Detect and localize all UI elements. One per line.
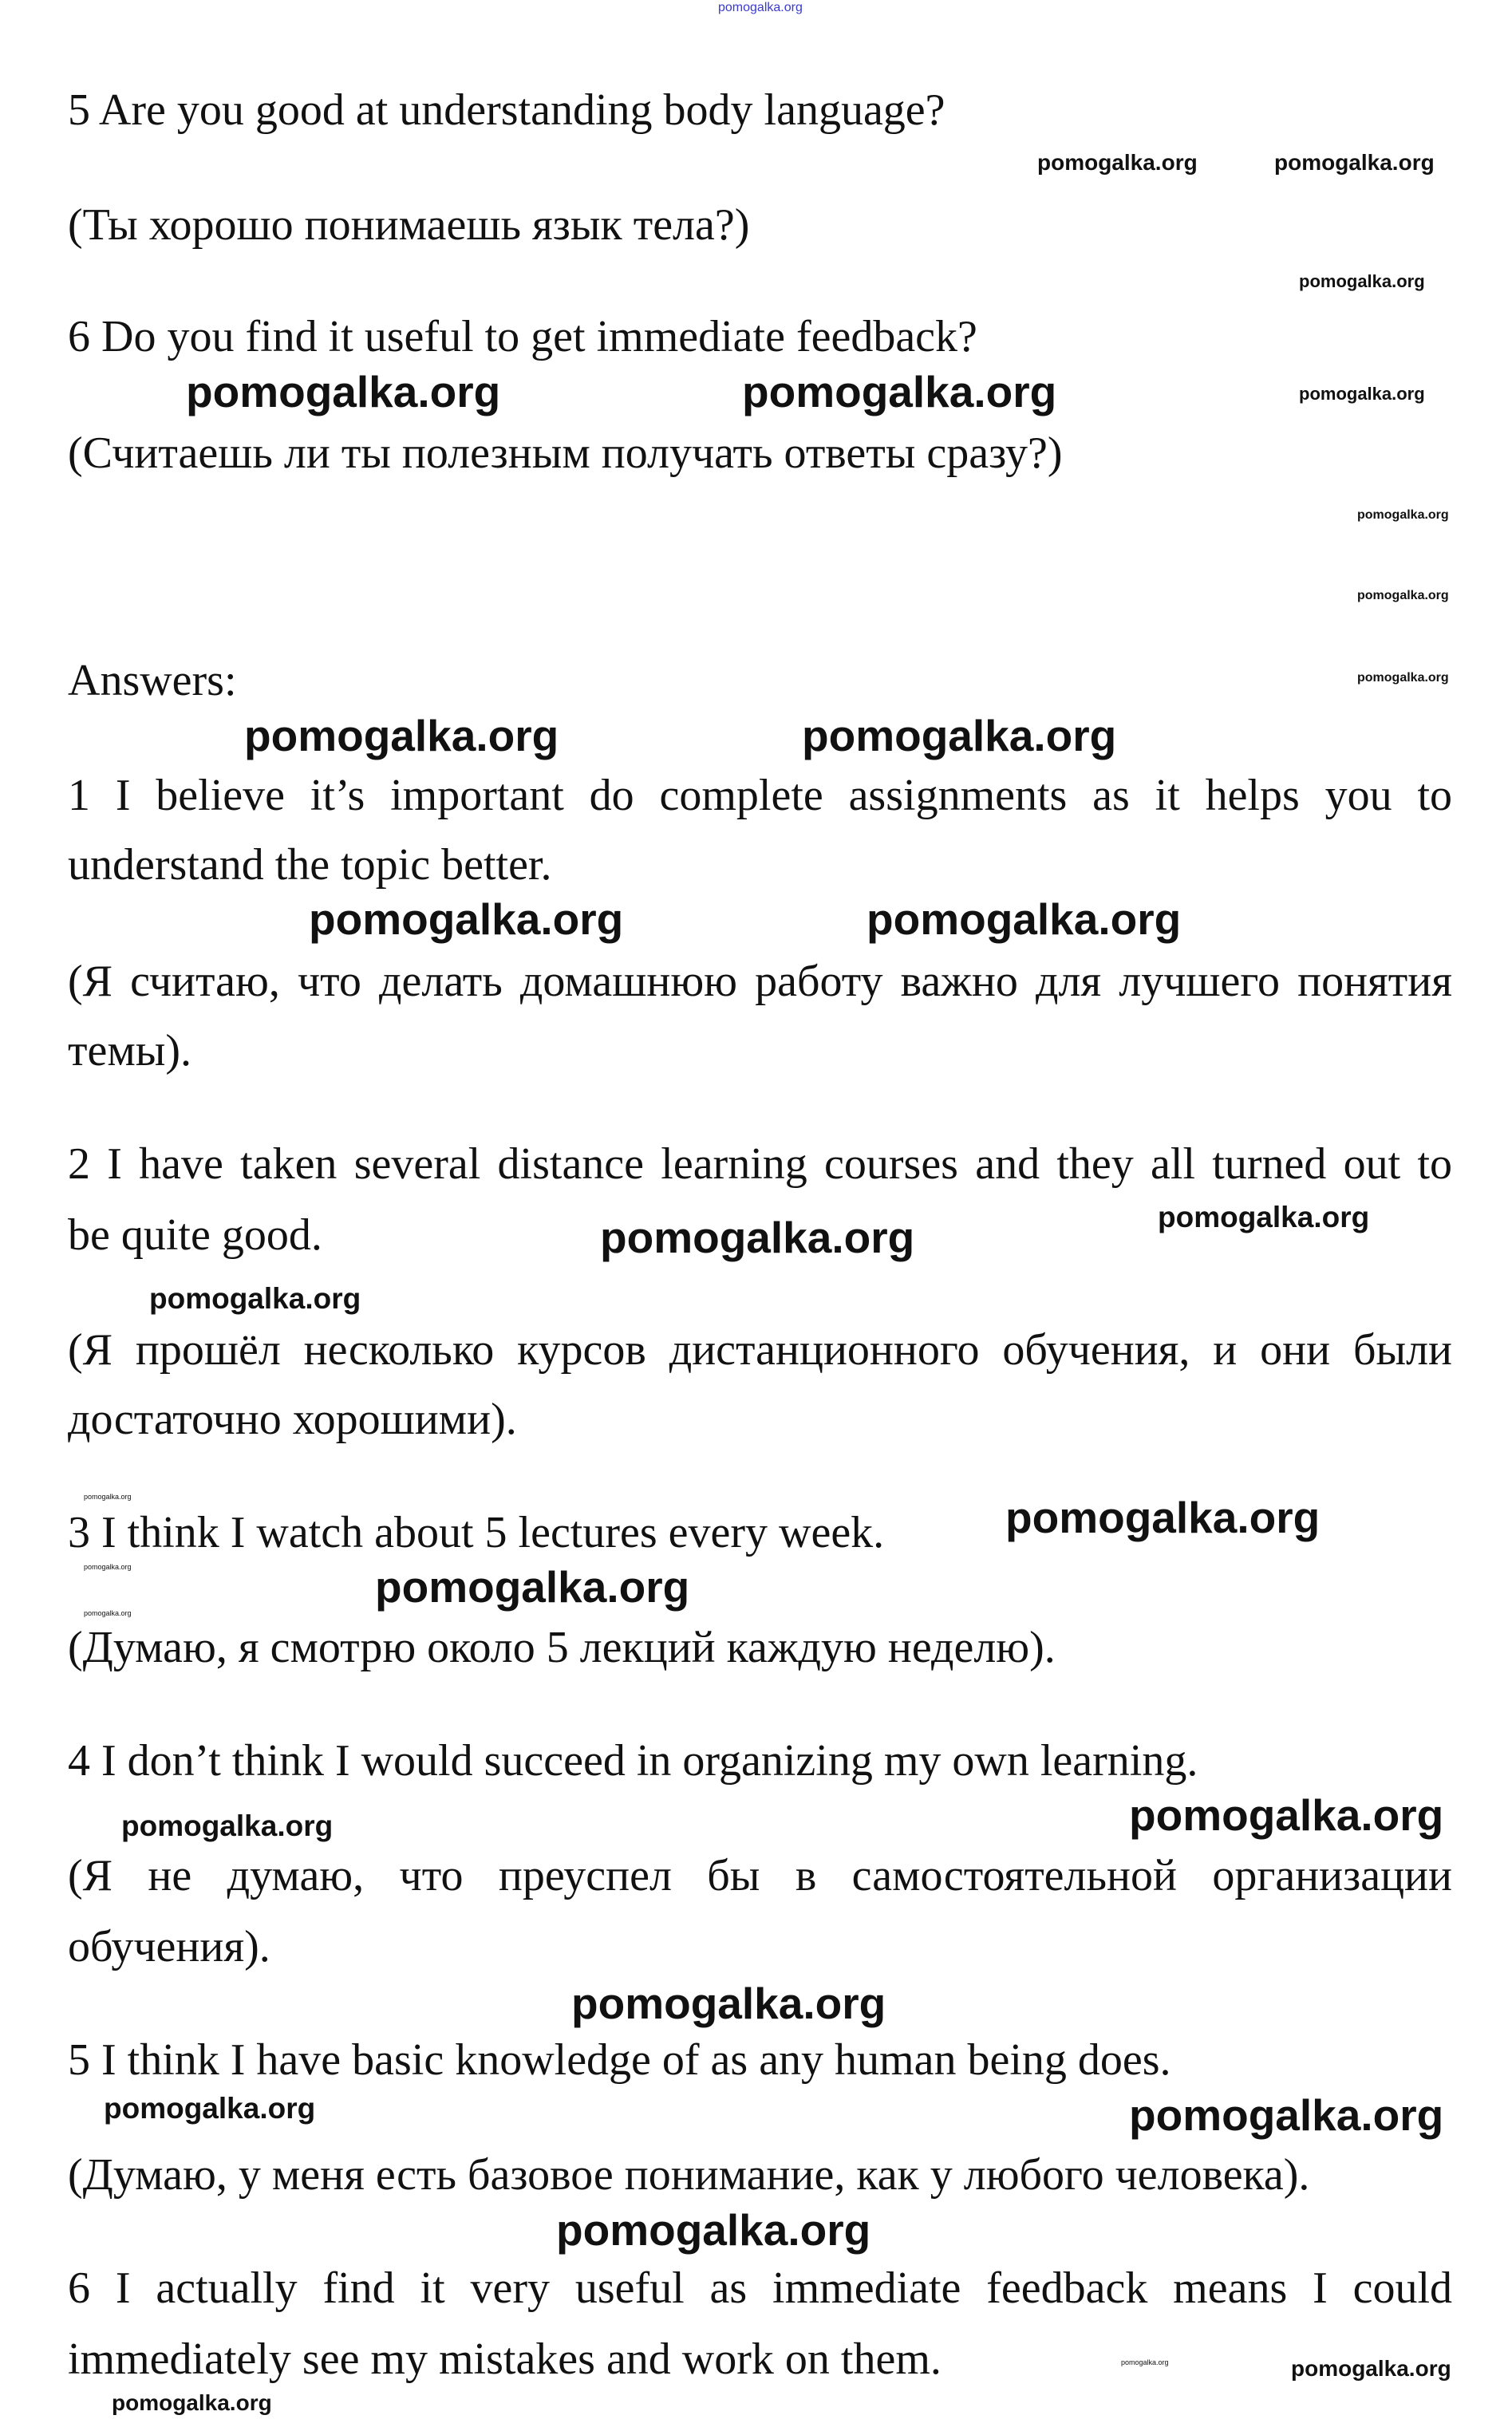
- answer-4-translation-line-2: обучения).: [68, 1922, 270, 1971]
- answers-heading: Answers:: [68, 656, 237, 705]
- answer-2-line-2: be quite good.: [68, 1210, 322, 1260]
- watermark: pomogalka.org: [1005, 1493, 1321, 1542]
- answer-1-translation-line-1: (Я считаю, что делать домашнюю работу важно для лучшего понятия: [68, 957, 1452, 1006]
- answer-2-translation-line-2: достаточно хорошими).: [68, 1395, 517, 1444]
- watermark: pomogalka.org: [1299, 271, 1425, 291]
- watermark: pomogalka.org: [84, 1493, 132, 1501]
- watermark: pomogalka.org: [121, 1809, 334, 1842]
- answer-5: 5 I think I have basic knowledge of as any human being does.: [68, 2035, 1171, 2085]
- watermark: pomogalka.org: [375, 1562, 690, 1612]
- answer-2-translation-line-1: (Я прошёл несколько курсов дистанционного обучения, и они были: [68, 1325, 1452, 1375]
- watermark: pomogalka.org: [84, 1609, 132, 1617]
- answer-3: 3 I think I watch about 5 lectures every week.: [68, 1508, 885, 1557]
- watermark: pomogalka.org: [867, 894, 1182, 944]
- watermark: pomogalka.org: [309, 894, 624, 944]
- watermark: pomogalka.org: [149, 1282, 361, 1315]
- question-6-translation: (Считаешь ли ты полезным получать ответы сразу?): [68, 428, 1063, 478]
- answer-6-line-1: 6 I actually find it very useful as immediate feedback means I could: [68, 2263, 1452, 2313]
- watermark: pomogalka.org: [1274, 150, 1435, 175]
- watermark: pomogalka.org: [1129, 2090, 1444, 2140]
- answer-6-line-2: immediately see my mistakes and work on them.: [68, 2334, 942, 2384]
- question-6: 6 Do you find it useful to get immediate feedback?: [68, 312, 977, 361]
- answer-4: 4 I don’t think I would succeed in organizing my own learning.: [68, 1736, 1198, 1786]
- answer-5-translation: (Думаю, у меня есть базовое понимание, как у любого человека).: [68, 2150, 1310, 2200]
- watermark: pomogalka.org: [1129, 1790, 1444, 1840]
- answer-1-line-2: understand the topic better.: [68, 840, 552, 890]
- watermark: pomogalka.org: [802, 711, 1117, 760]
- answer-1-line-1: 1 I believe it’s important do complete assignments as it helps you to: [68, 771, 1452, 820]
- watermark: pomogalka.org: [112, 2390, 272, 2415]
- watermark: pomogalka.org: [1121, 2358, 1169, 2366]
- watermark: pomogalka.org: [600, 1213, 915, 1262]
- answer-1-translation-line-2: темы).: [68, 1026, 192, 1075]
- question-5-translation: (Ты хорошо понимаешь язык тела?): [68, 200, 750, 250]
- watermark: pomogalka.org: [1299, 384, 1425, 404]
- watermark: pomogalka.org: [244, 711, 559, 760]
- answer-3-translation: (Думаю, я смотрю около 5 лекций каждую неделю).: [68, 1623, 1056, 1672]
- question-5: 5 Are you good at understanding body language?: [68, 85, 945, 135]
- watermark: pomogalka.org: [1037, 150, 1198, 175]
- answer-2-line-1: 2 I have taken several distance learning courses and they all turned out to: [68, 1139, 1452, 1189]
- watermark: pomogalka.org: [186, 367, 501, 416]
- watermark: pomogalka.org: [84, 1563, 132, 1571]
- watermark: pomogalka.org: [104, 2092, 316, 2125]
- watermark: pomogalka.org: [742, 367, 1057, 416]
- watermark: pomogalka.org: [556, 2205, 871, 2255]
- watermark: pomogalka.org: [571, 1979, 886, 2028]
- watermark: pomogalka.org: [1291, 2356, 1451, 2381]
- watermark: pomogalka.org: [718, 1, 803, 14]
- watermark: pomogalka.org: [1357, 508, 1449, 522]
- watermark: pomogalka.org: [1158, 1201, 1370, 1233]
- watermark: pomogalka.org: [1357, 671, 1449, 685]
- answer-4-translation-line-1: (Я не думаю, что преуспел бы в самостоятельной организации: [68, 1851, 1452, 1900]
- watermark: pomogalka.org: [1357, 589, 1449, 602]
